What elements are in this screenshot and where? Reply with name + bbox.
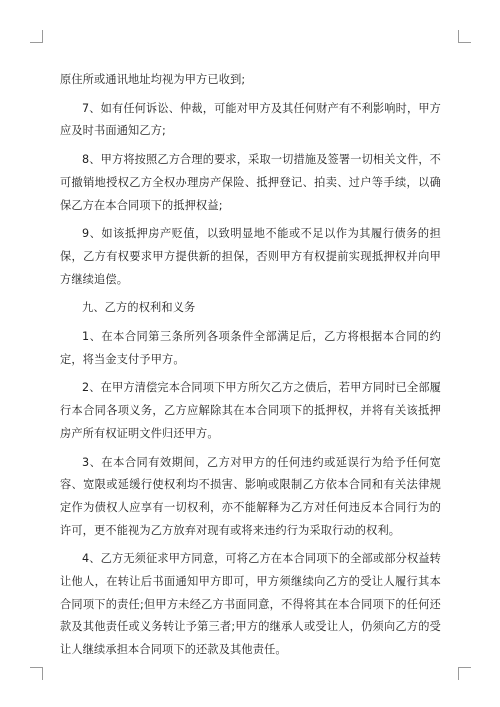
section-heading-party-b-rights: 九、乙方的权利和义务 [82,301,196,315]
paragraph-continuation: 原住所或通讯地址均视为甲方已收到; [60,73,246,86]
paragraph-b-clause-2: 2、在甲方清偿完本合同项下甲方所欠乙方之债后，若甲方同时已全部履行本合同各项义务，乙方应解除其在本合同项下的抵押权，并将有关该抵押房产所有权证明文件归还甲方。 [60,381,441,440]
paragraph-b-clause-3: 3、在本合同有效期间，乙方对甲方的任何违约或延误行为给予任何宽容、宽限或延缓行使权利均不损害、影响或限制乙方依本合同和有关法律规定作为债权人应享有一切权利，亦不能解释为乙方对任何违反本合同行为的许可，更不能视为乙方放弃对现有或将来违约行为采取行动的权利。 [60,455,441,537]
paragraph-b-clause-1: 1、在本合同第三条所列各项条件全部满足后，乙方将根据本合同的约定，将当金支付予甲方。 [60,330,441,366]
crop-mark-bottom-right [458,667,471,680]
document-body [60,69,441,668]
paragraph-clause-9: 9、如该抵押房产贬值，以致明显地不能或不足以作为其履行债务的担保，乙方有权要求甲方提供新的担保，否则甲方有权提前实现抵押权并向甲方继续追偿。 [60,227,441,286]
paragraph-clause-7: 7、如有任何诉讼、仲裁，可能对甲方及其任何财产有不利影响时，甲方应及时书面通知乙方; [60,101,441,138]
crop-mark-bottom-left [30,667,43,680]
crop-mark-top-left [30,30,43,43]
paragraph-clause-8: 8、甲方将按照乙方合理的要求，采取一切措施及签署一切相关文件，不可撤销地授权乙方全权办理房产保险、抵押登记、拍卖、过户等手续，以确保乙方在本合同项下的抵押权益; [60,153,441,212]
crop-mark-top-right [458,30,471,43]
paragraph-b-clause-4: 4、乙方无须征求甲方同意，可将乙方在本合同项下的全部或部分权益转让他人，在转让后书面通知甲方即可，甲方须继续向乙方的受让人履行其本合同项下的责任;但甲方未经乙方书面同意，不得将其在本合同项下的任何还款及其他责任或义务转让予第三者;甲方的继承人或受让人，仍须向乙方的受让人继续承担本合同项下的还款及其他责任。 [60,552,441,657]
